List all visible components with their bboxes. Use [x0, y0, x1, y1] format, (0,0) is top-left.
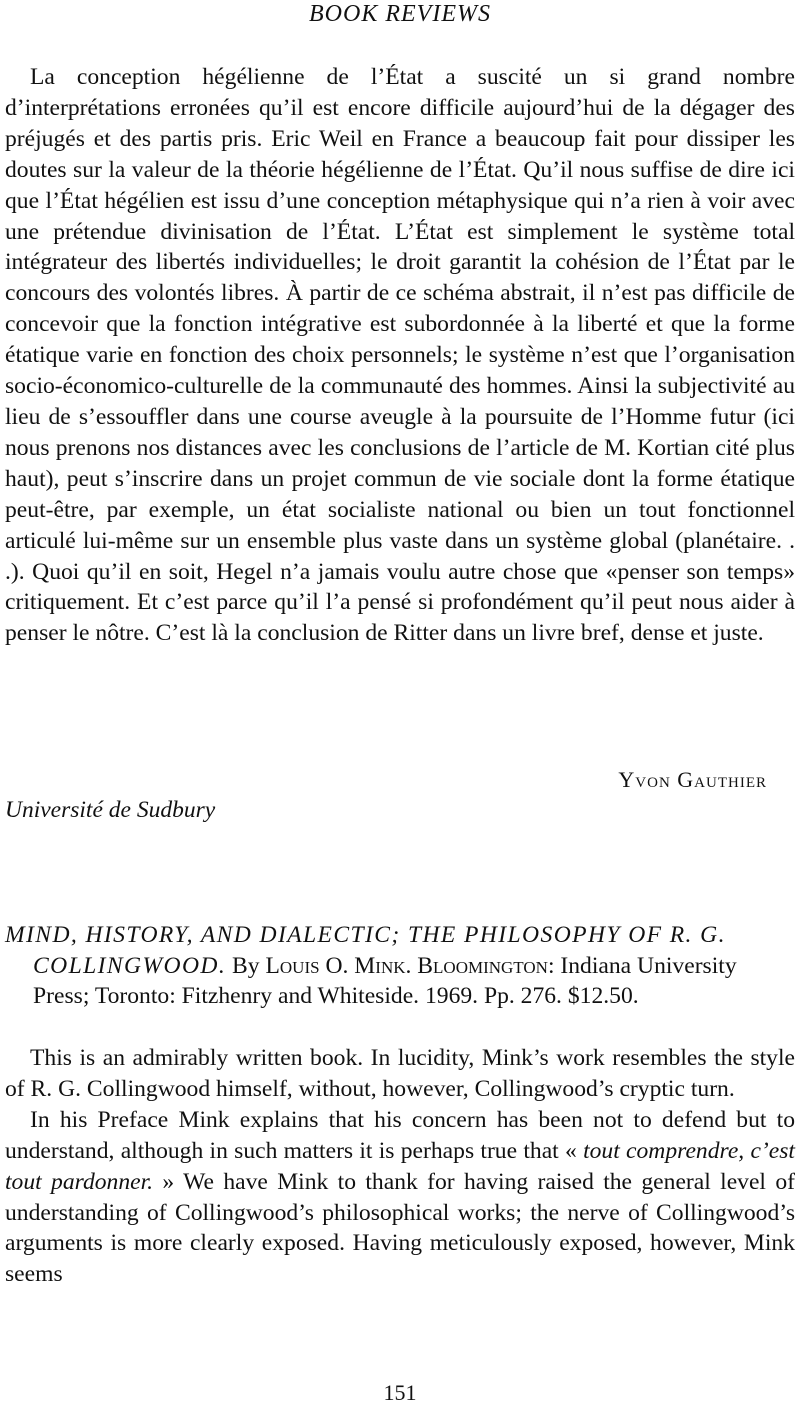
paragraph-2-part-b: » We have Mink to thank for having raised the general level of understanding of Collingwood’s philosophical works; the nerve of Collingwood’s arguments is more clearly exposed. Having meticulously exposed, however, Mink seems	[5, 1168, 795, 1288]
french-quote: tout comprendre, c’est tout pardonner.	[5, 1137, 795, 1195]
review2-paragraph-2	[5, 1105, 795, 1290]
paragraph-2-part-a: In his Preface Mink explains that his concern has been not to defend but to understand, although in such matters it is perhaps true that «	[5, 1106, 795, 1164]
reviewer-signature: Yvon Gauthier	[618, 767, 767, 792]
book-title: MIND, HISTORY, AND DIALECTIC; THE PHILOSOPHY OF R. G. COLLINGWOOD.	[5, 922, 726, 979]
review2-body	[5, 1043, 795, 1290]
page-number: 151	[383, 1380, 417, 1405]
reviewer-affiliation: Université de Sudbury	[5, 797, 216, 823]
review2-bibliographic-heading: MIND, HISTORY, AND DIALECTIC; THE PHILOSOPHY OF R. G. COLLINGWOOD. By Louis O. Mink. Bloomington: Indiana University Press; Toronto: Fitzhenry and Whiteside. 1969. Pp. 276. $12.50.	[5, 922, 737, 1009]
review1-body	[5, 62, 795, 649]
publisher-info: : Indiana University Press; Toronto: Fitzhenry and Whiteside. 1969. Pp. 276. $12.50.	[33, 952, 737, 1009]
publication-place: Bloomington	[417, 952, 548, 979]
review2-paragraph-1: This is an admirably written book. In lucidity, Mink’s work resembles the style of R. G. Collingwood himself, without, however, Collingwood’s cryptic turn.	[5, 1045, 795, 1102]
book-author: Louis O. Mink	[265, 952, 406, 979]
by-label: By	[232, 952, 260, 979]
running-head: BOOK REVIEWS	[309, 1, 491, 27]
review1-paragraph: La conception hégélienne de l’État a suscité un si grand nombre d’interprétations erronées qu’il est encore difficile aujourd’hui de la dégager des préjugés et des partis pris. Eric Weil en France a beaucoup fait pour dissiper les doutes sur la valeur de la théorie hégélienne de l’État. Qu’il nous suffise de dire ici que l’État hégélien est issu d’une conception métaphysique qui n’a rien à voir avec une prétendue divinisation de l’État. L’État est simplement le système total intégrateur des libertés individuelles; le droit garantit la cohésion de l’État par le concours des volontés libres. À partir de ce schéma abstrait, il n’est pas difficile de concevoir que la fonction intégrative est subordonnée à la liberté et que la forme étatique varie en fonction des choix personnels; le système n’est que l’organisation socio-économico-culturelle de la communauté des hommes. Ainsi la subjectivité au lieu de s’essouffler dans une course aveugle à la poursuite de l’Homme futur (ici nous prenons nos distances avec les conclusions de l’article de M. Kortian cité plus haut), peut s’inscrire dans un projet commun de vie sociale dont la forme étatique peut-être, par exemple, un état socialiste national ou bien un tout fonctionnel articulé lui-même sur un ensemble plus vaste dans un système global (planétaire. . .). Quoi qu’il en soit, Hegel n’a jamais voulu autre chose que «penser son temps» critiquement. Et c’est parce qu’il l’a pensé si profondément qu’il peut nous aider à penser le nôtre. C’est là la conclusion de Ritter dans un livre bref, dense et juste.	[5, 64, 795, 647]
